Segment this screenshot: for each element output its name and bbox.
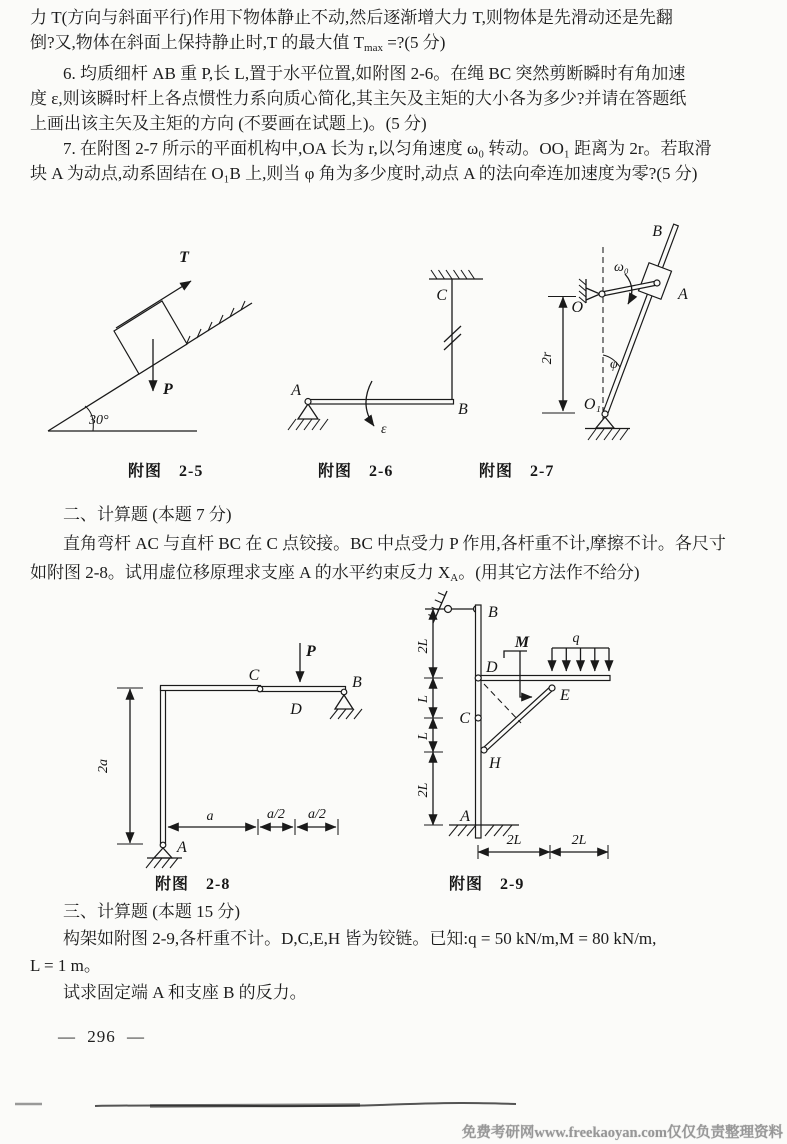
text-line: L = 1 m。 xyxy=(30,956,101,975)
section-header: 三、计算题 (本题 15 分) xyxy=(63,902,241,921)
label-2r: 2r xyxy=(540,351,555,365)
label-A: A xyxy=(291,382,301,399)
watermark-text: 免费考研网www.freekaoyan.com仅仅负责整理资料 xyxy=(461,1125,783,1141)
label-epsilon: ε xyxy=(381,422,387,437)
moment-M-symbol xyxy=(504,651,532,697)
label-phi: φ xyxy=(610,357,618,372)
dimension-bottom xyxy=(168,807,338,835)
text-line: 7. 在附图 2-7 所示的平面机构中,OA 长为 r,以匀角速度 ω₀ 转动。OO₁ 距离为 2r。若取滑 xyxy=(63,139,712,158)
label-2a: 2a xyxy=(96,759,111,773)
text-segment: 。(用其它方法作不给分) xyxy=(458,563,640,582)
subscript: A xyxy=(450,572,459,584)
label-C: C xyxy=(459,710,470,727)
label-a2-2: a/2 xyxy=(308,807,326,822)
label-D: D xyxy=(486,659,498,676)
pin-H xyxy=(481,747,487,753)
ceiling xyxy=(429,270,483,279)
text-line: 上画出该主矢及主矩的方向 (不要画在试题上)。(5 分) xyxy=(30,114,427,133)
pin-D xyxy=(475,675,481,681)
label-B: B xyxy=(652,223,662,240)
label-L-2: L xyxy=(416,732,431,740)
pin-A xyxy=(654,280,660,286)
pin-C xyxy=(257,686,263,692)
figure-2-7-mechanism-diagram xyxy=(533,212,703,444)
pin-O xyxy=(599,291,605,297)
pin-E xyxy=(549,685,555,691)
label-2L-b2: 2L xyxy=(571,833,587,848)
bar-vertical-A xyxy=(161,687,166,844)
text-line xyxy=(30,30,765,61)
label-O: O xyxy=(571,299,583,316)
label-T: T xyxy=(179,249,189,266)
dimension-2a xyxy=(96,688,143,844)
label-C: C xyxy=(436,287,447,304)
label-B: B xyxy=(458,401,468,418)
label-angle: 30° xyxy=(89,413,109,428)
label-2L-b1: 2L xyxy=(506,833,522,848)
bar-AB xyxy=(308,400,454,405)
label-a2-1: a/2 xyxy=(267,807,285,822)
support-hatching xyxy=(330,709,362,719)
subscript: max xyxy=(364,42,383,54)
label-C: C xyxy=(248,667,260,684)
rod-O1B xyxy=(603,224,679,415)
pin-support-O1 xyxy=(585,411,630,440)
label-O1: O₁ xyxy=(583,396,601,413)
label-M: M xyxy=(514,634,530,651)
scan-smudge xyxy=(0,1096,787,1116)
distributed-load-q xyxy=(552,648,609,671)
label-a: a xyxy=(206,809,214,824)
figure-2-5-caption: 附图 2-5 xyxy=(128,463,204,480)
label-B: B xyxy=(352,674,362,691)
pin-C xyxy=(475,715,481,721)
label-q: q xyxy=(572,631,580,646)
page-number: — 296 — xyxy=(58,1027,145,1046)
problem-text-block-top xyxy=(30,5,765,186)
roller xyxy=(445,606,452,613)
text-line xyxy=(30,558,765,593)
support-hatching xyxy=(288,419,328,430)
label-L-1: L xyxy=(416,695,431,703)
figure-2-6-caption: 附图 2-6 xyxy=(318,463,394,480)
figure-2-8-frame-diagram xyxy=(93,628,378,878)
text-line: 度 ε,则该瞬时杆上各点惯性力系向质心简化,其主矢及主矩的大小各为多少?并请在答题纸 xyxy=(30,89,687,108)
label-P: P xyxy=(306,643,316,660)
label-2L-bottom: 2L xyxy=(416,782,431,798)
label-D: D xyxy=(290,701,302,718)
figure-2-5-incline-diagram xyxy=(25,240,270,450)
text-line: 6. 均质细杆 AB 重 P,长 L,置于水平位置,如附图 2-6。在绳 BC 突然剪断瞬时有角加速 xyxy=(63,64,686,83)
text-segment: =?(5 分) xyxy=(382,33,446,52)
text-line: 试求固定端 A 和支座 B 的反力。 xyxy=(63,983,307,1002)
strut-HE xyxy=(483,686,554,751)
label-A: A xyxy=(678,286,688,303)
label-A: A xyxy=(177,839,187,856)
label-P: P xyxy=(163,381,173,398)
text-line: 构架如附图 2-9,各杆重不计。D,C,E,H 皆为铰链。已知:q = 50 kN/m,M = 80 kN/m, xyxy=(63,929,657,948)
problem-text-block-section2 xyxy=(30,500,765,593)
figure-2-8-caption: 附图 2-8 xyxy=(155,876,231,893)
figure-2-7-caption: 附图 2-7 xyxy=(479,463,555,480)
text-segment: 倒?又,物体在斜面上保持静止时,T 的最大值 T xyxy=(30,33,365,52)
problem-text-block-section3 xyxy=(30,898,765,1006)
text-line: 力 T(方向与斜面平行)作用下物体静止不动,然后逐渐增大力 T,则物体是先滑动还是先翻 xyxy=(30,8,673,27)
label-E: E xyxy=(560,687,570,704)
dimension-bottom xyxy=(478,833,608,859)
figure-2-9-caption: 附图 2-9 xyxy=(449,876,525,893)
dashed-guide xyxy=(484,684,521,723)
ground-hatching xyxy=(588,429,628,440)
label-omega0: ω₀ xyxy=(614,260,629,275)
bar-CB xyxy=(259,687,346,692)
label-H: H xyxy=(489,755,501,772)
label-A: A xyxy=(460,808,470,825)
label-2L-top: 2L xyxy=(416,638,431,654)
section-header: 二、计算题 (本题 7 分) xyxy=(63,505,232,524)
dimension-left-chain xyxy=(416,609,443,825)
block xyxy=(114,301,187,374)
text-segment: 如附图 2-8。试用虚位移原理求支座 A 的水平约束反力 X xyxy=(30,563,451,582)
label-B: B xyxy=(488,604,498,621)
figure-2-6-bar-rope-diagram xyxy=(278,258,498,448)
pin-support-B xyxy=(330,689,362,719)
bar-horizontal-AC xyxy=(161,686,261,691)
text-line: 块 A 为动点,动系固结在 O₁B 上,则当 φ 角为多少度时,动点 A 的法向牵连加速度为零?(5 分) xyxy=(30,164,698,183)
text-line: 直角弯杆 AC 与直杆 BC 在 C 点铰接。BC 中点受力 P 作用,各杆重不计,摩擦不计。各尺寸 xyxy=(63,534,726,553)
ceiling-hatching xyxy=(431,270,475,279)
figure-2-9-frame-diagram xyxy=(413,586,623,871)
beam-DE xyxy=(481,676,610,681)
support-hatching xyxy=(146,858,178,868)
